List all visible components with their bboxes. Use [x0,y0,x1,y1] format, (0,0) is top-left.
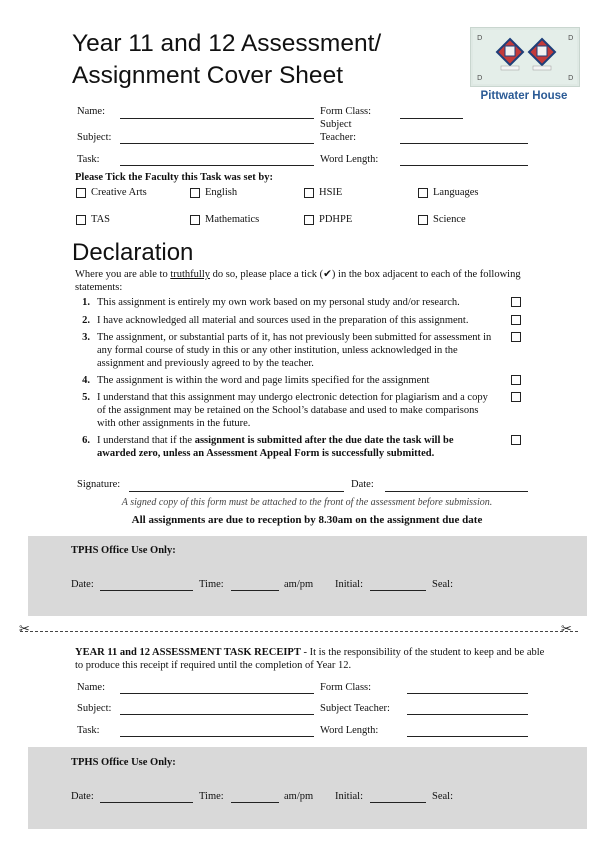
statement-text: This assignment is entirely my own work based on my personal study and/or research. [97,297,460,308]
office-seal-label: Seal: [432,579,453,590]
receipt-task-field[interactable] [120,736,314,737]
faculty-heading: Please Tick the Faculty this Task was set by: [75,172,273,183]
word-length-label: Word Length: [320,154,379,165]
intro-text-underlined: truthfully [170,269,210,280]
receipt-form-class-label: Form Class: [320,682,372,693]
svg-text:D: D [568,74,574,82]
statement-5-checkbox[interactable] [511,392,521,402]
statement-text: The assignment, or substantial parts of it, has not previously been submitted for assessment in any formal course of study in this or any other institution, unless acknowledged in the assignment and previously agreed to by the teacher. [97,332,492,369]
receipt-form-class-field[interactable] [407,693,528,694]
faculty-checkbox-languages[interactable] [418,188,428,198]
faculty-checkbox-pdhpe[interactable] [304,215,314,225]
receipt-task-label: Task: [77,725,100,736]
due-notice: All assignments are due to reception by 8.30am on the assignment due date [131,514,483,526]
receipt-word-length-label: Word Length: [320,725,379,736]
office-initial-label: Initial: [335,791,363,802]
subject-label: Subject: [77,132,112,143]
svg-text:D: D [477,74,483,82]
name-label: Name: [77,106,105,117]
faculty-option-english: English [205,187,238,198]
receipt-name-label: Name: [77,682,105,693]
office-use-heading: TPHS Office Use Only: [71,757,176,768]
school-crest-icon [471,28,579,86]
word-length-field[interactable] [400,165,528,166]
name-field[interactable] [120,118,314,119]
submission-note: A signed copy of this form must be attached to the front of the assessment before submission. [121,497,493,508]
cut-line [20,631,578,632]
receipt-subject-teacher-field[interactable] [407,714,528,715]
faculty-checkbox-science[interactable] [418,215,428,225]
school-logo [470,27,580,87]
office-time-field[interactable] [231,590,279,591]
subject-teacher-label [320,118,356,144]
receipt-intro [75,646,545,672]
statement-text: I have acknowledged all material and sources used in the preparation of this assignment. [97,315,469,326]
intro-text-a: Where you are able to [75,269,171,280]
subject-teacher-label-line2: Teacher: [320,132,356,143]
svg-text:D: D [568,34,574,42]
task-field[interactable] [120,165,314,166]
statement-6-bold: assignment is submitted after the due date the task will be awarded zero, unless an Assessment Appeal Form is successfully submitted. [97,435,454,459]
faculty-option-languages: Languages [433,187,479,198]
statement-2-checkbox[interactable] [511,315,521,325]
faculty-option-hsie: HSIE [319,187,343,198]
faculty-option-creative-arts: Creative Arts [91,187,147,198]
office-ampm-label: am/pm [284,791,314,802]
office-initial-label: Initial: [335,579,363,590]
faculty-checkbox-english[interactable] [190,188,200,198]
receipt-name-field[interactable] [120,693,314,694]
statement-4-checkbox[interactable] [511,375,521,385]
statement-text: I understand that this assignment may undergo electronic detection for plagiarism and a copy of the assignment may be retained on the School’s database and used to make comparisons with other assignments in the future. [97,392,488,429]
declaration-intro [75,268,545,294]
title-line-1: Year 11 and 12 Assessment/ [72,30,382,57]
statement-3-checkbox[interactable] [511,332,521,342]
statement-number: 2. [82,315,90,326]
subject-field[interactable] [120,143,314,144]
statement-number: 5. [82,392,90,403]
office-use-heading: TPHS Office Use Only: [71,545,176,556]
subject-teacher-field[interactable] [400,143,528,144]
faculty-checkbox-tas[interactable] [76,215,86,225]
faculty-option-mathematics: Mathematics [205,214,260,225]
office-time-label: Time: [199,791,224,802]
statement-number: 6. [82,435,90,446]
task-label: Task: [77,154,100,165]
statement-6-plain: I understand that if the [97,435,195,446]
receipt-subject-label: Subject: [77,703,112,714]
intro-text-b: do so, please place a tick (✔) in the box adjacent to each of the following statements: [75,269,521,293]
receipt-subject-field[interactable] [120,714,314,715]
faculty-option-tas: TAS [91,214,110,225]
svg-text:D: D [477,34,483,42]
subject-teacher-label-line1: Subject [320,119,352,130]
receipt-subject-teacher-label: Subject Teacher: [320,703,390,714]
title-line-2: Assignment Cover Sheet [72,62,343,89]
scissors-icon: ✂ [561,622,572,637]
statement-text [97,434,492,460]
statement-number: 3. [82,332,90,343]
receipt-text: - It is the responsibility of the student to keep and be able to produce this receipt if required until the completion of Year 12. [75,647,545,671]
faculty-checkbox-mathematics[interactable] [190,215,200,225]
office-ampm-label: am/pm [284,579,314,590]
scissors-icon: ✂ [19,622,30,637]
office-date-label: Date: [71,579,94,590]
declaration-heading: Declaration [72,239,194,266]
office-date-field[interactable] [100,590,193,591]
office-seal-label: Seal: [432,791,453,802]
receipt-heading: YEAR 11 and 12 ASSESSMENT TASK RECEIPT [75,647,301,658]
faculty-option-pdhpe: PDHPE [319,214,353,225]
date-label: Date: [351,479,374,490]
faculty-checkbox-creative-arts[interactable] [76,188,86,198]
page-title [72,28,381,92]
signature-field[interactable] [129,491,344,492]
faculty-checkbox-hsie[interactable] [304,188,314,198]
statement-6-checkbox[interactable] [511,435,521,445]
statement-number: 1. [82,297,90,308]
statement-number: 4. [82,375,90,386]
office-date-field[interactable] [100,802,193,803]
faculty-option-science: Science [433,214,466,225]
office-date-label: Date: [71,791,94,802]
signature-label: Signature: [77,479,121,490]
form-class-label: Form Class: [320,106,372,117]
statement-text: The assignment is within the word and page limits specified for the assignment [97,375,430,386]
statement-1-checkbox[interactable] [511,297,521,307]
office-time-field[interactable] [231,802,279,803]
receipt-word-length-field[interactable] [407,736,528,737]
office-initial-field[interactable] [370,590,426,591]
form-class-field[interactable] [400,118,463,119]
school-name: Pittwater House [480,90,568,102]
date-field[interactable] [385,491,528,492]
office-initial-field[interactable] [370,802,426,803]
office-time-label: Time: [199,579,224,590]
